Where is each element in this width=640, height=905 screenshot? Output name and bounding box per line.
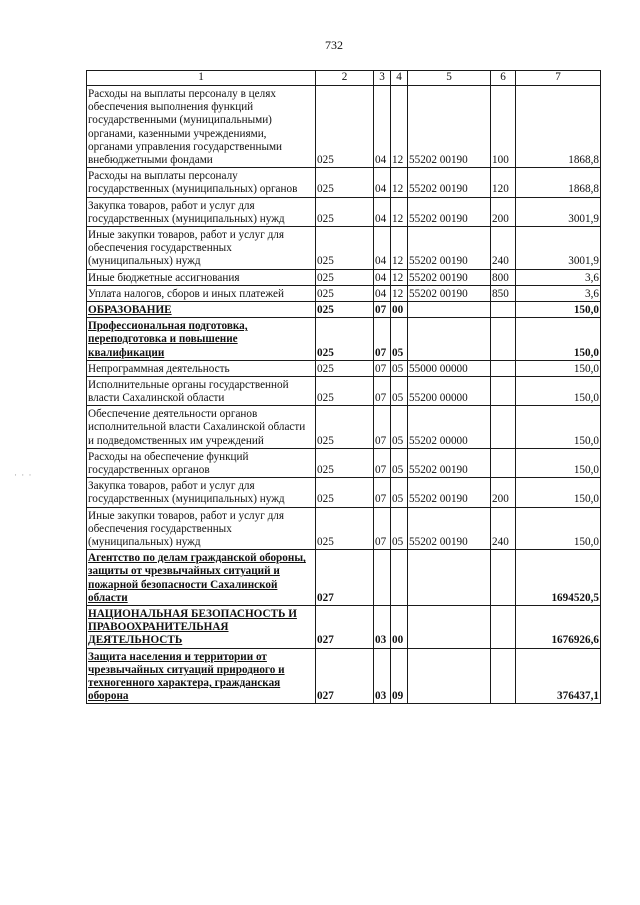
cell-expense-type: 240 xyxy=(491,507,516,550)
cell-ministry: 025 xyxy=(316,318,374,361)
cell-target-article xyxy=(408,318,491,361)
cell-amount: 3,6 xyxy=(516,285,601,301)
cell-ministry: 027 xyxy=(316,648,374,704)
cell-expense-type: 200 xyxy=(491,197,516,226)
cell-section: 03 xyxy=(374,648,391,704)
cell-amount: 3001,9 xyxy=(516,226,601,269)
cell-name: Иные закупки товаров, работ и услуг для обеспечения государственных (муниципальных) нужд xyxy=(87,507,316,550)
cell-expense-type: 850 xyxy=(491,285,516,301)
cell-ministry: 025 xyxy=(316,301,374,317)
cell-ministry: 027 xyxy=(316,550,374,606)
cell-expense-type: 800 xyxy=(491,269,516,285)
cell-target-article xyxy=(408,301,491,317)
cell-name: Закупка товаров, работ и услуг для государственных (муниципальных) нужд xyxy=(87,197,316,226)
cell-target-article: 55202 00190 xyxy=(408,448,491,477)
cell-subsection: 05 xyxy=(391,318,408,361)
cell-subsection: 05 xyxy=(391,360,408,376)
cell-ministry: 025 xyxy=(316,376,374,405)
cell-subsection: 09 xyxy=(391,648,408,704)
budget-table-body xyxy=(87,71,601,704)
cell-section: 07 xyxy=(374,406,391,449)
cell-amount: 150,0 xyxy=(516,406,601,449)
cell-section: 07 xyxy=(374,360,391,376)
cell-target-article: 55200 00000 xyxy=(408,376,491,405)
cell-ministry: 025 xyxy=(316,478,374,507)
cell-target-article: 55202 00190 xyxy=(408,478,491,507)
cell-amount: 150,0 xyxy=(516,301,601,317)
column-header-ministry: 2 xyxy=(316,71,374,86)
cell-section: 07 xyxy=(374,301,391,317)
cell-subsection: 00 xyxy=(391,301,408,317)
cell-name: Уплата налогов, сборов и иных платежей xyxy=(87,285,316,301)
cell-name: Расходы на выплаты персоналу в целях обеспечения выполнения функций государственными (муниципальными) органами, казенными учреждениями, органами управления государственными внебюджетными фондами xyxy=(87,86,316,168)
cell-amount: 150,0 xyxy=(516,360,601,376)
cell-target-article: 55202 00190 xyxy=(408,86,491,168)
cell-subsection: 05 xyxy=(391,507,408,550)
column-header-expense-type: 6 xyxy=(491,71,516,86)
table-row xyxy=(87,648,601,704)
cell-section: 04 xyxy=(374,86,391,168)
cell-subsection: 05 xyxy=(391,376,408,405)
cell-name: Защита населения и территории от чрезвычайных ситуаций природного и техногенного характера, гражданская оборона xyxy=(87,648,316,704)
cell-section xyxy=(374,550,391,606)
cell-subsection: 00 xyxy=(391,606,408,649)
column-header-section: 3 xyxy=(374,71,391,86)
cell-name: Обеспечение деятельности органов исполнительной власти Сахалинской области и подведомственных им учреждений xyxy=(87,406,316,449)
cell-subsection: 12 xyxy=(391,269,408,285)
table-row xyxy=(87,301,601,317)
cell-subsection: 05 xyxy=(391,406,408,449)
cell-ministry: 025 xyxy=(316,360,374,376)
cell-expense-type: 240 xyxy=(491,226,516,269)
cell-ministry: 025 xyxy=(316,406,374,449)
cell-name: Иные бюджетные ассигнования xyxy=(87,269,316,285)
cell-amount: 150,0 xyxy=(516,448,601,477)
cell-name: Расходы на выплаты персоналу государственных (муниципальных) органов xyxy=(87,168,316,197)
budget-table xyxy=(86,70,601,704)
cell-amount: 150,0 xyxy=(516,318,601,361)
cell-amount: 150,0 xyxy=(516,507,601,550)
cell-amount: 3,6 xyxy=(516,269,601,285)
cell-target-article: 55202 00190 xyxy=(408,168,491,197)
cell-ministry: 025 xyxy=(316,226,374,269)
table-row xyxy=(87,269,601,285)
cell-section: 04 xyxy=(374,168,391,197)
cell-expense-type xyxy=(491,648,516,704)
cell-subsection: 12 xyxy=(391,197,408,226)
cell-name: Исполнительные органы государственной власти Сахалинской области xyxy=(87,376,316,405)
cell-target-article: 55202 00190 xyxy=(408,197,491,226)
cell-name: Закупка товаров, работ и услуг для государственных (муниципальных) нужд xyxy=(87,478,316,507)
cell-name: Агентство по делам гражданской обороны, защиты от чрезвычайных ситуаций и пожарной безопасности Сахалинской области xyxy=(87,550,316,606)
cell-target-article xyxy=(408,648,491,704)
table-row xyxy=(87,507,601,550)
cell-target-article xyxy=(408,550,491,606)
cell-amount: 3001,9 xyxy=(516,197,601,226)
cell-target-article: 55202 00000 xyxy=(408,406,491,449)
cell-subsection xyxy=(391,550,408,606)
cell-section: 07 xyxy=(374,478,391,507)
cell-section: 07 xyxy=(374,507,391,550)
scan-artifact: · · · xyxy=(14,470,33,480)
cell-expense-type xyxy=(491,376,516,405)
table-row xyxy=(87,360,601,376)
cell-expense-type xyxy=(491,550,516,606)
table-row xyxy=(87,448,601,477)
cell-section: 03 xyxy=(374,606,391,649)
cell-expense-type xyxy=(491,406,516,449)
cell-name: ОБРАЗОВАНИЕ xyxy=(87,301,316,317)
cell-expense-type xyxy=(491,301,516,317)
cell-target-article: 55202 00190 xyxy=(408,269,491,285)
cell-name: Непрограммная деятельность xyxy=(87,360,316,376)
cell-section: 07 xyxy=(374,318,391,361)
page-number: 732 xyxy=(325,38,343,52)
cell-ministry: 025 xyxy=(316,86,374,168)
table-header-row xyxy=(87,71,601,86)
cell-target-article: 55000 00000 xyxy=(408,360,491,376)
cell-expense-type: 200 xyxy=(491,478,516,507)
cell-amount: 1676926,6 xyxy=(516,606,601,649)
column-header-amount: 7 xyxy=(516,71,601,86)
cell-section: 07 xyxy=(374,448,391,477)
cell-ministry: 025 xyxy=(316,507,374,550)
cell-amount: 1868,8 xyxy=(516,86,601,168)
cell-expense-type: 120 xyxy=(491,168,516,197)
table-row xyxy=(87,550,601,606)
table-row xyxy=(87,86,601,168)
cell-amount: 1868,8 xyxy=(516,168,601,197)
cell-section: 04 xyxy=(374,269,391,285)
cell-amount: 150,0 xyxy=(516,376,601,405)
cell-amount: 150,0 xyxy=(516,478,601,507)
table-row xyxy=(87,168,601,197)
cell-ministry: 025 xyxy=(316,168,374,197)
column-header-subsection: 4 xyxy=(391,71,408,86)
cell-section: 07 xyxy=(374,376,391,405)
cell-target-article: 55202 00190 xyxy=(408,507,491,550)
cell-target-article: 55202 00190 xyxy=(408,226,491,269)
cell-expense-type xyxy=(491,448,516,477)
cell-name: Профессиональная подготовка, переподготовка и повышение квалификации xyxy=(87,318,316,361)
cell-subsection: 12 xyxy=(391,168,408,197)
table-row xyxy=(87,226,601,269)
cell-section: 04 xyxy=(374,197,391,226)
cell-amount: 376437,1 xyxy=(516,648,601,704)
cell-ministry: 025 xyxy=(316,285,374,301)
cell-amount: 1694520,5 xyxy=(516,550,601,606)
table-row xyxy=(87,606,601,649)
cell-name: НАЦИОНАЛЬНАЯ БЕЗОПАСНОСТЬ И ПРАВООХРАНИТЕЛЬНАЯ ДЕЯТЕЛЬНОСТЬ xyxy=(87,606,316,649)
column-header-target-article: 5 xyxy=(408,71,491,86)
cell-subsection: 12 xyxy=(391,285,408,301)
cell-name: Расходы на обеспечение функций государственных органов xyxy=(87,448,316,477)
table-row xyxy=(87,318,601,361)
cell-expense-type xyxy=(491,606,516,649)
table-row xyxy=(87,285,601,301)
table-row xyxy=(87,478,601,507)
column-header-name: 1 xyxy=(87,71,316,86)
cell-section: 04 xyxy=(374,226,391,269)
table-row xyxy=(87,376,601,405)
cell-subsection: 05 xyxy=(391,478,408,507)
cell-name: Иные закупки товаров, работ и услуг для обеспечения государственных (муниципальных) нужд xyxy=(87,226,316,269)
cell-ministry: 025 xyxy=(316,197,374,226)
table-row xyxy=(87,406,601,449)
table-row xyxy=(87,197,601,226)
cell-expense-type xyxy=(491,360,516,376)
cell-expense-type xyxy=(491,318,516,361)
cell-target-article xyxy=(408,606,491,649)
cell-ministry: 027 xyxy=(316,606,374,649)
cell-subsection: 05 xyxy=(391,448,408,477)
cell-target-article: 55202 00190 xyxy=(408,285,491,301)
cell-ministry: 025 xyxy=(316,269,374,285)
cell-subsection: 12 xyxy=(391,86,408,168)
cell-section: 04 xyxy=(374,285,391,301)
cell-subsection: 12 xyxy=(391,226,408,269)
cell-ministry: 025 xyxy=(316,448,374,477)
cell-expense-type: 100 xyxy=(491,86,516,168)
